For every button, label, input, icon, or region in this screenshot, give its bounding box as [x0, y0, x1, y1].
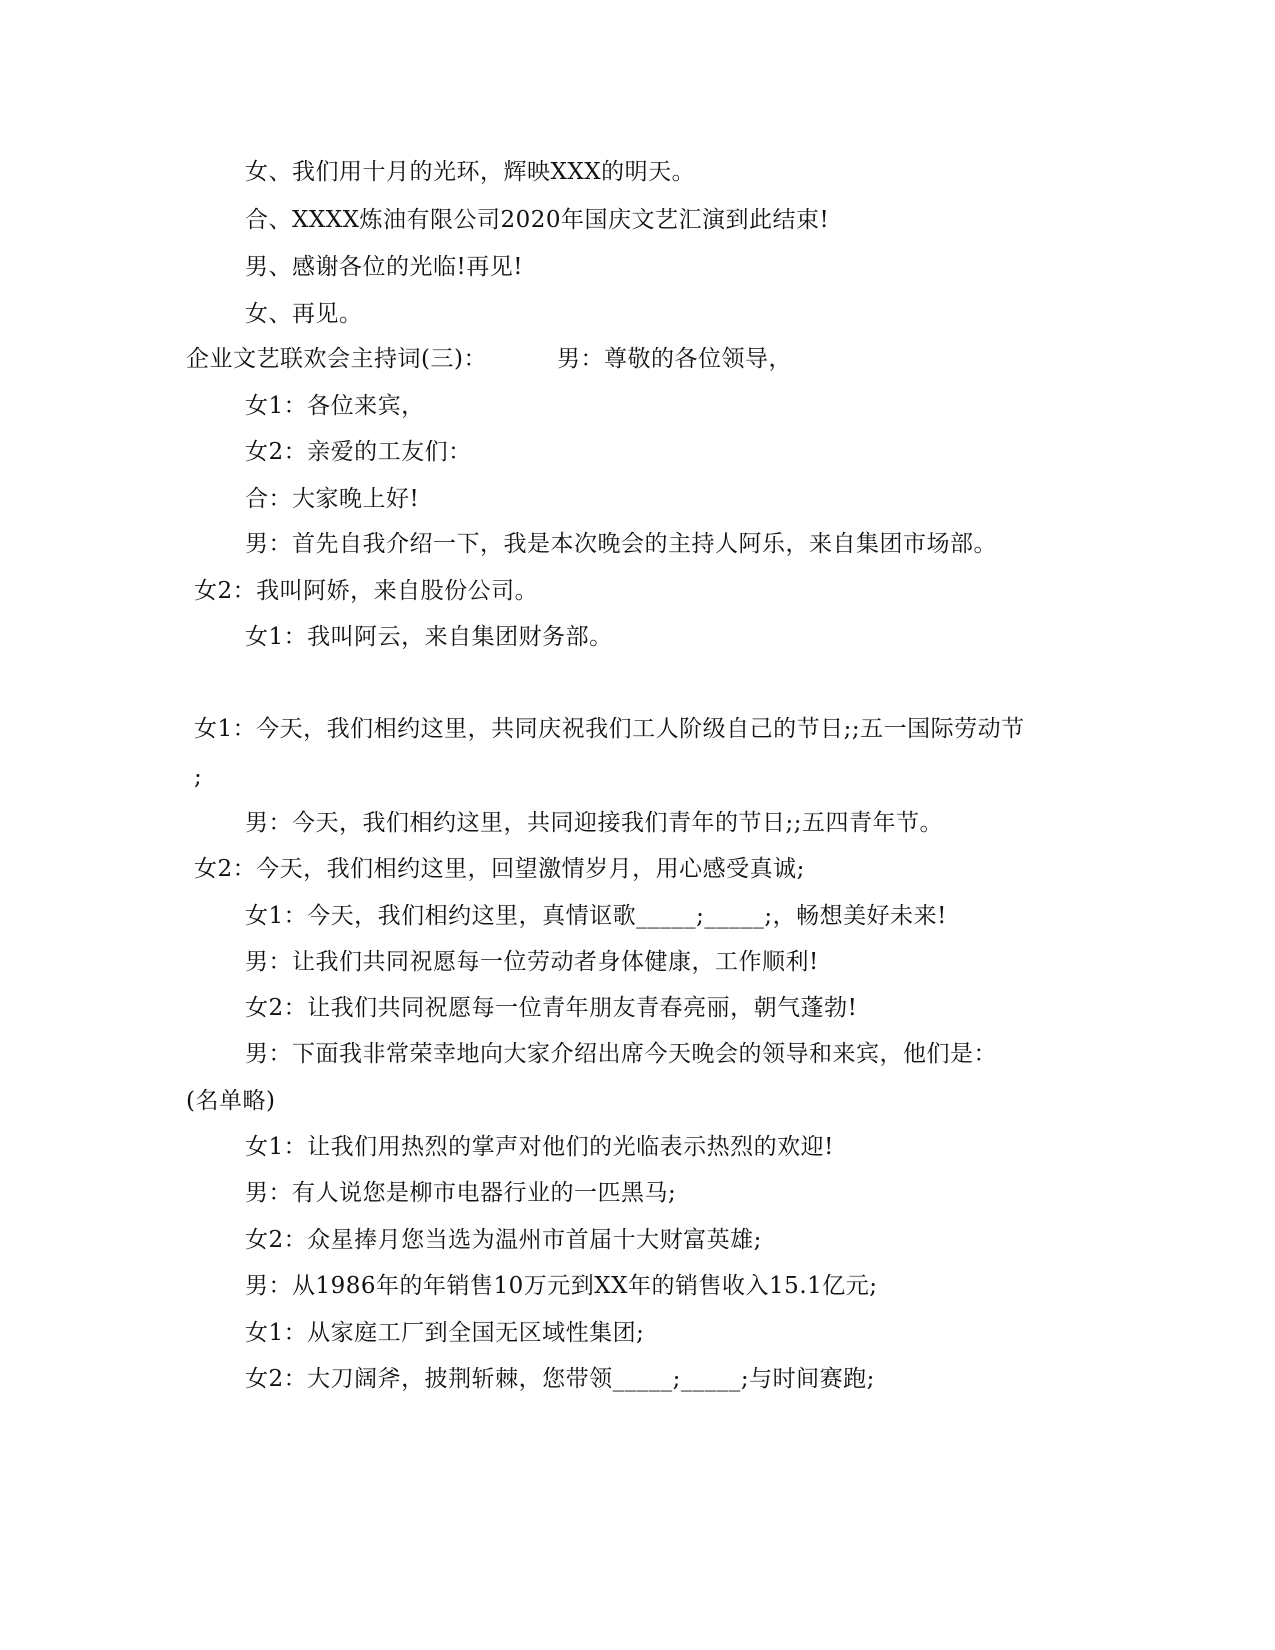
text-line: 女2：亲爱的工友们： [245, 439, 472, 465]
text-line: 女2：大刀阔斧，披荆斩棘，您带领_____;_____;与时间赛跑; [245, 1366, 875, 1392]
text-line: 男：尊敬的各位领导， [556, 346, 792, 372]
text-line: 女1：各位来宾， [245, 393, 425, 419]
text-line: 女1：今天，我们相约这里，共同庆祝我们工人阶级自己的节日;;五一国际劳动节 [194, 716, 1025, 742]
section-heading: 企业文艺联欢会主持词(三)： [186, 346, 487, 372]
section-heading-line [186, 345, 792, 373]
text-line: 女1：我叫阿云，来自集团财务部。 [245, 624, 613, 650]
text-line: 女2：我叫阿娇，来自股份公司。 [194, 578, 539, 604]
text-line: 女2：让我们共同祝愿每一位青年朋友青春亮丽，朝气蓬勃! [245, 995, 858, 1021]
text-line: 男：首先自我介绍一下，我是本次晚会的主持人阿乐，来自集团市场部。 [245, 531, 997, 557]
text-line: 女2：今天，我们相约这里，回望激情岁月，用心感受真诚; [194, 856, 805, 882]
text-line: 女、再见。 [245, 301, 363, 327]
text-line: 男：下面我非常荣幸地向大家介绍出席今天晚会的领导和来宾，他们是： [245, 1041, 997, 1067]
text-line: 合：大家晚上好! [245, 486, 420, 512]
text-line: 男：有人说您是柳市电器行业的一匹黑马; [245, 1180, 677, 1206]
text-line: 女、我们用十月的光环，辉映XXX的明天。 [245, 159, 696, 185]
text-line: 男：今天，我们相约这里，共同迎接我们青年的节日;;五四青年节。 [245, 810, 943, 836]
text-line: 合、XXXX炼油有限公司2020年国庆文艺汇演到此结束! [245, 207, 830, 233]
text-line: 男：让我们共同祝愿每一位劳动者身体健康，工作顺利! [245, 949, 819, 975]
text-line: 女2：众星捧月您当选为温州市首届十大财富英雄; [245, 1227, 762, 1253]
text-line: 男、感谢各位的光临!再见! [245, 254, 523, 280]
text-line: 女1：从家庭工厂到全国无区域性集团; [245, 1320, 645, 1346]
text-line: (名单略) [186, 1088, 276, 1114]
text-line: ; [194, 764, 203, 790]
text-line: 女1：今天，我们相约这里，真情讴歌_____;_____;，畅想美好未来! [245, 903, 947, 929]
text-line: 男：从1986年的年销售10万元到XX年的销售收入15.1亿元; [245, 1273, 878, 1299]
text-line: 女1：让我们用热烈的掌声对他们的光临表示热烈的欢迎! [245, 1134, 834, 1160]
